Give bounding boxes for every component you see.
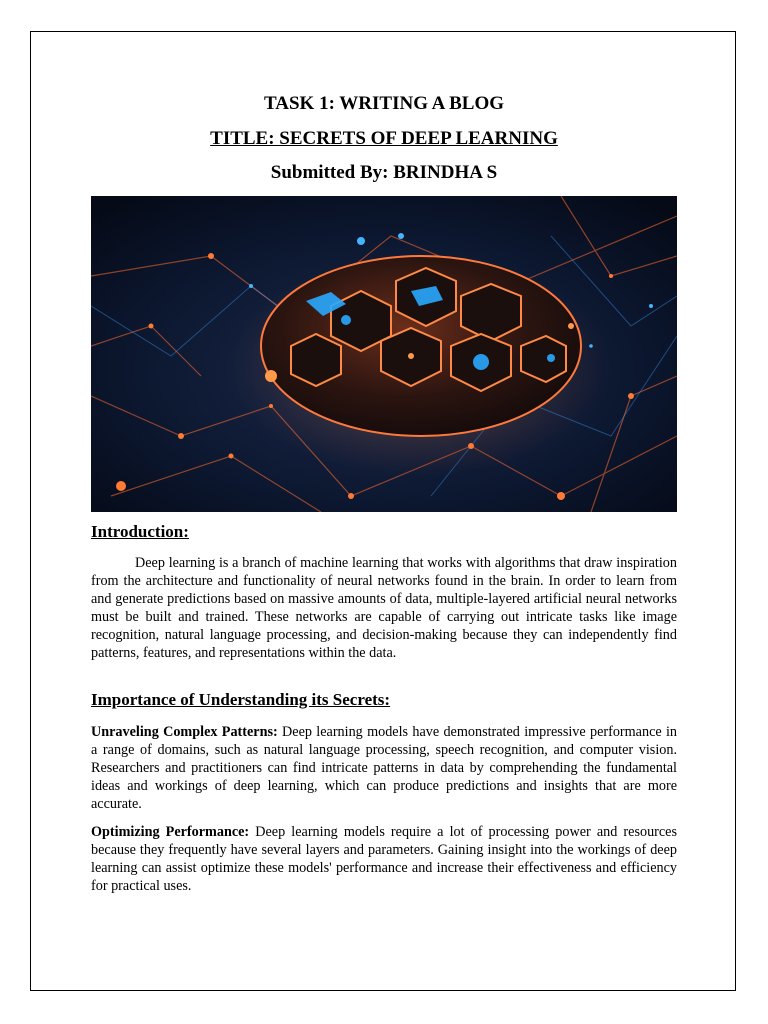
point-text: Deep learning models have demonstrated impressive performance in a range of domains, such as natural language processing, speech recognition, and computer vision. Researchers and practitioners can find intricate patterns in data by comprehending the fundamental ideas and workings of deep learning, which can produce predictions and insights that are more accurate. [91, 724, 678, 812]
point-lead: Optimizing Performance: [91, 824, 250, 840]
point-lead: Unraveling Complex Patterns: [91, 724, 278, 740]
task-heading: TASK 1: WRITING A BLOG [263, 93, 505, 114]
introduction-heading: Introduction: [91, 522, 189, 541]
author-line: Submitted By: BRINDHA S [270, 162, 498, 183]
importance-heading: Importance of Understanding its Secrets: [91, 690, 391, 709]
point-unraveling-patterns [91, 723, 677, 813]
point-optimizing-performance [91, 823, 677, 895]
hero-image [91, 196, 677, 512]
blog-title: TITLE: SECRETS OF DEEP LEARNING [210, 128, 558, 149]
ai-brain-network-icon [91, 196, 677, 512]
introduction-paragraph: Deep learning is a branch of machine learning that works with algorithms that draw inspiration from the architecture and functionality of neural networks found in the brain. In order to learn from and generate predictions based on massive amounts of data, multiple-layered artificial neural networks must be built and trained. These networks are capable of carrying out intricate tasks like image recognition, natural language processing, and decision-making because they can independently find patterns, features, and representations within the data. [91, 555, 677, 661]
point-text: Deep learning models require a lot of processing power and resources because they frequently have several layers and parameters. Gaining insight into the workings of deep learning can assist optimize these models' performance and increase their effectiveness and efficiency for practical uses. [91, 824, 677, 894]
